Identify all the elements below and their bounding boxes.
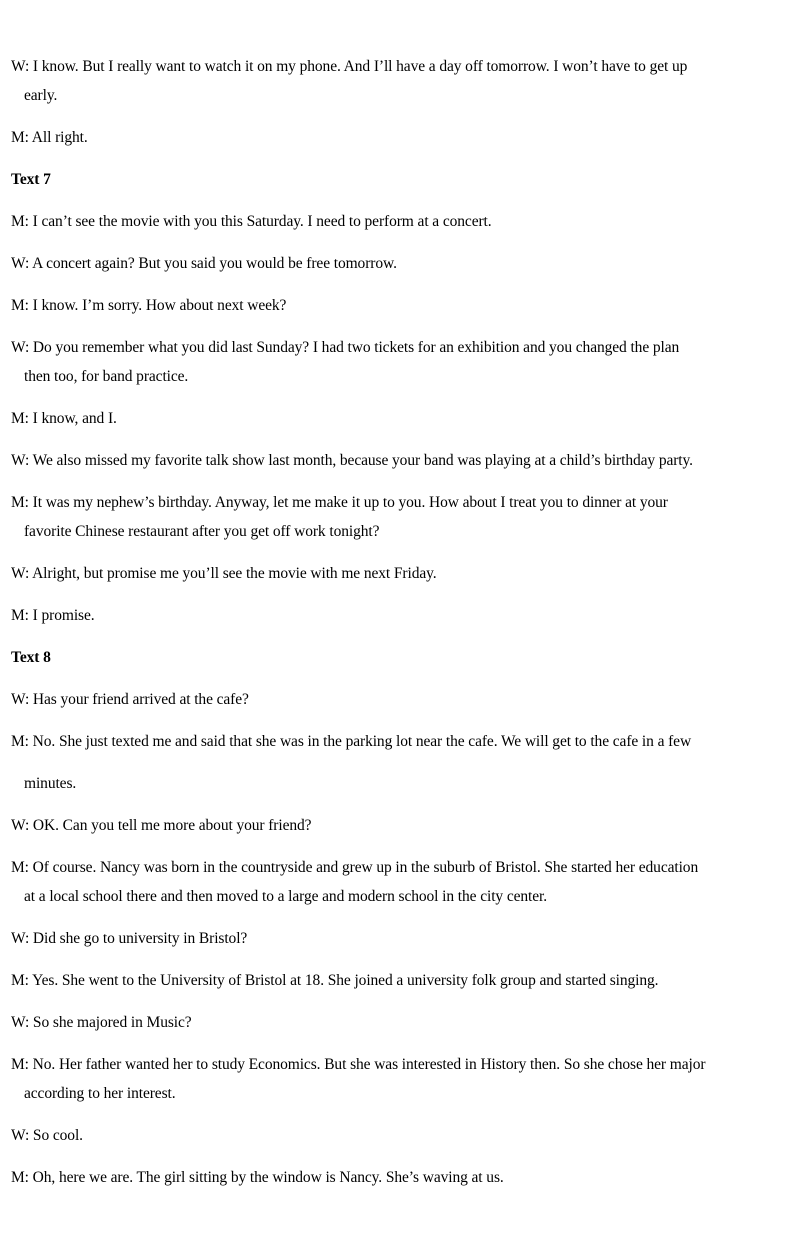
dialogue-block (11, 207, 794, 236)
dialogue-line: W: So cool. (11, 1127, 83, 1144)
dialogue-block (11, 1008, 794, 1037)
dialogue-block (11, 601, 794, 630)
dialogue-block (11, 811, 794, 840)
dialogue-block (11, 1163, 794, 1192)
dialogue-block (11, 1121, 794, 1150)
dialogue-line: W: A concert again? But you said you would be free tomorrow. (11, 255, 397, 272)
dialogue-block (11, 685, 794, 714)
dialogue-block (11, 727, 794, 798)
dialogue-line: M: Oh, here we are. The girl sitting by the window is Nancy. She’s waving at us. (11, 1169, 504, 1186)
dialogue-line: M: I know, and I. (11, 410, 117, 427)
dialogue-line: M: No. Her father wanted her to study Economics. But she was interested in History then. So she chose her major (11, 1056, 706, 1073)
dialogue-continuation-line: early. (24, 87, 58, 104)
dialogue-block (11, 853, 794, 911)
dialogue-line: W: So she majored in Music? (11, 1014, 192, 1031)
section-heading (11, 643, 794, 672)
dialogue-line: M: I promise. (11, 607, 95, 624)
dialogue-block (11, 559, 794, 588)
dialogue-line: W: OK. Can you tell me more about your friend? (11, 817, 312, 834)
dialogue-line: W: Has your friend arrived at the cafe? (11, 691, 249, 708)
dialogue-line: M: I can’t see the movie with you this Saturday. I need to perform at a concert. (11, 213, 492, 230)
dialogue-line: W: Did she go to university in Bristol? (11, 930, 248, 947)
dialogue-block (11, 966, 794, 995)
dialogue-block (11, 404, 794, 433)
dialogue-line: M: Yes. She went to the University of Bristol at 18. She joined a university folk group and started singing. (11, 972, 659, 989)
dialogue-block (11, 924, 794, 953)
dialogue-line: M: No. She just texted me and said that she was in the parking lot near the cafe. We will get to the cafe in a few (11, 733, 692, 750)
dialogue-block (11, 123, 794, 152)
dialogue-line: W: I know. But I really want to watch it on my phone. And I’ll have a day off tomorrow. I won’t have to get up (11, 58, 688, 75)
section-heading (11, 165, 794, 194)
dialogue-continuation-line: minutes. (24, 775, 77, 792)
dialogue-continuation-line: at a local school there and then moved to a large and modern school in the city center. (24, 888, 548, 905)
dialogue-block (11, 249, 794, 278)
dialogue-line: W: We also missed my favorite talk show last month, because your band was playing at a child’s birthday party. (11, 452, 693, 469)
dialogue-line: M: It was my nephew’s birthday. Anyway, let me make it up to you. How about I treat you to dinner at your (11, 494, 668, 511)
dialogue-block (11, 52, 794, 110)
dialogue-continuation-line: according to her interest. (24, 1085, 176, 1102)
dialogue-continuation-line: then too, for band practice. (24, 368, 189, 385)
section-heading-text: Text 7 (11, 171, 51, 188)
dialogue-block (11, 488, 794, 546)
dialogue-block (11, 291, 794, 320)
dialogue-block (11, 333, 794, 391)
dialogue-continuation-line: favorite Chinese restaurant after you get off work tonight? (24, 523, 380, 540)
dialogue-line: M: Of course. Nancy was born in the countryside and grew up in the suburb of Bristol. She started her education (11, 859, 699, 876)
section-heading-text: Text 8 (11, 649, 51, 666)
dialogue-line: M: All right. (11, 129, 88, 146)
dialogue-line: W: Do you remember what you did last Sunday? I had two tickets for an exhibition and you changed the plan (11, 339, 680, 356)
dialogue-block (11, 446, 794, 475)
dialogue-line: M: I know. I’m sorry. How about next week? (11, 297, 287, 314)
dialogue-block (11, 1050, 794, 1108)
transcript (11, 52, 794, 1192)
dialogue-line: W: Alright, but promise me you’ll see the movie with me next Friday. (11, 565, 437, 582)
